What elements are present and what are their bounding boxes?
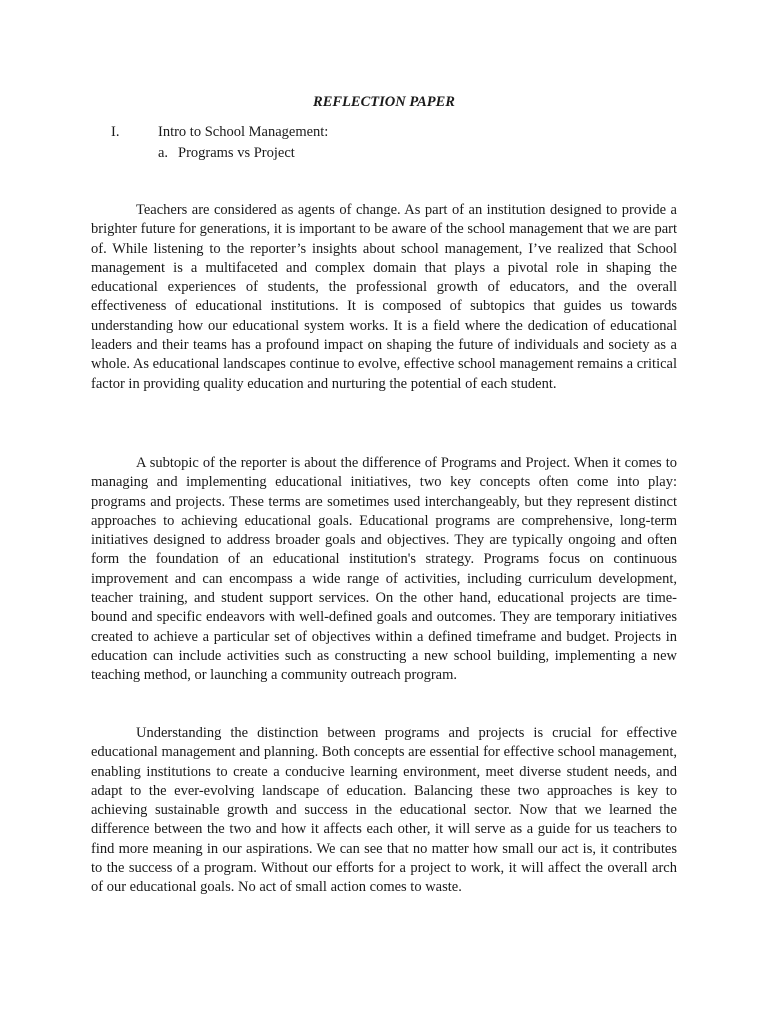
outline (111, 122, 328, 164)
page-title: REFLECTION PAPER (313, 94, 455, 110)
subsection-letter: a. (158, 145, 169, 161)
outline-section (111, 122, 328, 143)
paragraph-programs-vs-projects: A subtopic of the reporter is about the difference of Programs and Project. When it comes to managing and implementing educational initiatives, two key concepts often come into play: programs and projects. These terms are sometimes used interchangeably, but they represent distinct approaches to achieving educational goals. Educational programs are comprehensive, long-term initiatives designed to address broader goals and objectives. They are typically ongoing and often form the foundation of an educational institution's strategy. Programs focus on continuous improvement and can encompass a wide range of activities, including curriculum development, teacher training, and student support services. On the other hand, educational projects are time-bound and specific endeavors with well-defined goals and outcomes. They are temporary initiatives created to achieve a particular set of objectives within a defined timeframe and budget. Projects in education can include activities such as constructing a new school building, implementing a new teaching method, or launching a community outreach program. (91, 455, 677, 684)
subsection-title: Programs vs Project (178, 145, 295, 161)
paragraph-intro: Teachers are considered as agents of change. As part of an institution designed to provide a brighter future for generations, it is important to be aware of the school management that we are part of. While listening to the reporter’s insights about school management, I’ve realized that School management is a multifaceted and complex domain that plays a pivotal role in shaping the educational experiences of students, the professional growth of educators, and the overall effectiveness of educational institutions. It is composed of subtopics that guides us towards understanding how our educational system works. It is a field where the dedication of educational leaders and their teams has a profound impact on shaping the future of individuals and society as a whole. As educational landscapes continue to evolve, effective school management remains a critical factor in providing quality education and nurturing the potential of each student. (91, 202, 677, 392)
section-number: I. (111, 124, 120, 140)
outline-subsection (111, 143, 328, 164)
section-title: Intro to School Management: (158, 124, 329, 140)
paragraph-conclusion: Understanding the distinction between programs and projects is crucial for effective educational management and planning. Both concepts are essential for effective school management, enabling institutions to create a conducive learning environment, meet diverse student needs, and adapt to the ever-evolving landscape of education. Balancing these two approaches is key to achieving sustainable growth and success in the educational sector. Now that we learned the difference between the two and how it affects each other, it will serve as a guide for us teachers to find more meaning in our aspirations. We can see that no matter how small our act is, it contributes to the success of a program. Without our efforts for a project to work, it will affect the overall arch of our educational goals. No act of small action comes to waste. (91, 725, 677, 896)
